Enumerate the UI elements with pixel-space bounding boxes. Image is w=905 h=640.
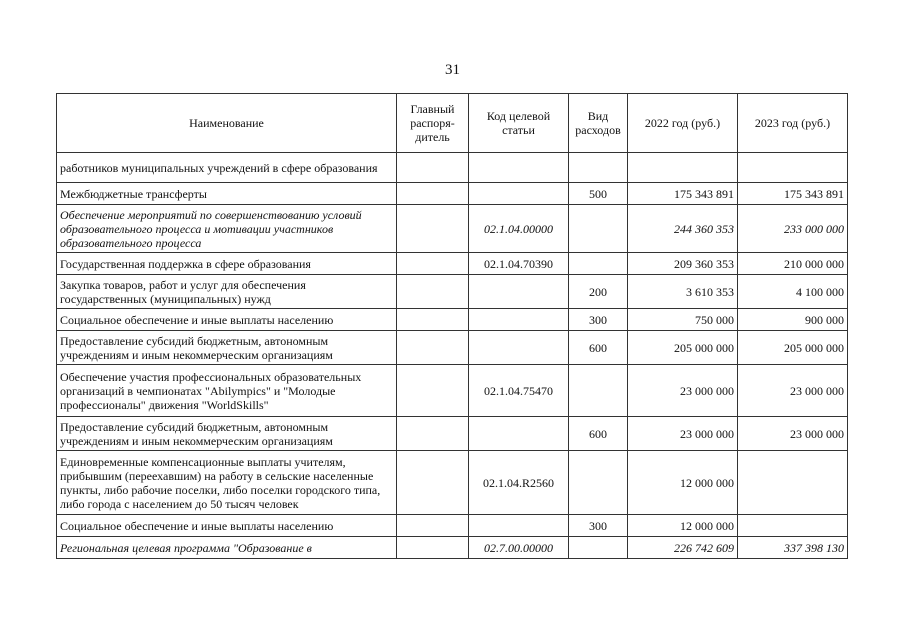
cell-name: Государственная поддержка в сфере образования — [57, 253, 397, 275]
cell-type — [569, 205, 628, 253]
table-header-row — [57, 94, 848, 153]
cell-y2023: 210 000 000 — [738, 253, 848, 275]
cell-y2023: 23 000 000 — [738, 365, 848, 417]
cell-manager — [397, 515, 469, 537]
cell-y2022: 23 000 000 — [628, 417, 738, 451]
cell-name: Предоставление субсидий бюджетным, автономным учреждениям и иным некоммерческим организациям — [57, 417, 397, 451]
cell-manager — [397, 417, 469, 451]
cell-type: 300 — [569, 515, 628, 537]
table-row — [57, 205, 848, 253]
cell-y2022: 205 000 000 — [628, 331, 738, 365]
table-row — [57, 331, 848, 365]
table-row — [57, 515, 848, 537]
cell-name: Межбюджетные трансферты — [57, 183, 397, 205]
cell-type: 600 — [569, 417, 628, 451]
cell-y2022: 226 742 609 — [628, 537, 738, 559]
cell-name: Закупка товаров, работ и услуг для обеспечения государственных (муниципальных) нужд — [57, 275, 397, 309]
cell-manager — [397, 275, 469, 309]
cell-code: 02.1.04.70390 — [469, 253, 569, 275]
cell-y2022: 3 610 353 — [628, 275, 738, 309]
cell-code — [469, 183, 569, 205]
cell-name: работников муниципальных учреждений в сфере образования — [57, 153, 397, 183]
table-row — [57, 537, 848, 559]
cell-y2023: 4 100 000 — [738, 275, 848, 309]
cell-manager — [397, 153, 469, 183]
table-row — [57, 183, 848, 205]
cell-code — [469, 515, 569, 537]
table-row — [57, 365, 848, 417]
cell-manager — [397, 365, 469, 417]
cell-manager — [397, 253, 469, 275]
cell-y2022: 175 343 891 — [628, 183, 738, 205]
cell-manager — [397, 183, 469, 205]
cell-name: Социальное обеспечение и иные выплаты населению — [57, 515, 397, 537]
cell-type: 200 — [569, 275, 628, 309]
cell-manager — [397, 537, 469, 559]
cell-type — [569, 253, 628, 275]
cell-code — [469, 331, 569, 365]
cell-name: Обеспечение мероприятий по совершенствованию условий образовательного процесса и мотивации участников образовательного процесса — [57, 205, 397, 253]
cell-y2023 — [738, 451, 848, 515]
header-type: Вид расходов — [569, 94, 628, 153]
cell-y2022: 244 360 353 — [628, 205, 738, 253]
header-name: Наименование — [57, 94, 397, 153]
cell-type — [569, 537, 628, 559]
header-2022: 2022 год (руб.) — [628, 94, 738, 153]
page-number: 31 — [445, 62, 460, 78]
cell-name: Единовременные компенсационные выплаты учителям, прибывшим (переехавшим) на работу в сельские населенные пункты, либо рабочие поселки, либо поселки городского типа, либо города с населением до 50 тысяч человек — [57, 451, 397, 515]
cell-type — [569, 153, 628, 183]
budget-table — [56, 93, 848, 559]
cell-type — [569, 451, 628, 515]
cell-y2022 — [628, 153, 738, 183]
cell-type: 600 — [569, 331, 628, 365]
header-manager: Главный распоря-дитель — [397, 94, 469, 153]
cell-y2023: 175 343 891 — [738, 183, 848, 205]
cell-manager — [397, 309, 469, 331]
cell-type: 500 — [569, 183, 628, 205]
cell-code — [469, 309, 569, 331]
cell-y2023: 205 000 000 — [738, 331, 848, 365]
cell-type — [569, 365, 628, 417]
cell-code — [469, 417, 569, 451]
cell-y2023 — [738, 515, 848, 537]
cell-code: 02.1.04.R2560 — [469, 451, 569, 515]
header-code: Код целевой статьи — [469, 94, 569, 153]
cell-y2022: 750 000 — [628, 309, 738, 331]
cell-code: 02.1.04.75470 — [469, 365, 569, 417]
cell-name: Обеспечение участия профессиональных образовательных организаций в чемпионатах "Abilympics" и "Молодые профессионалы" движения "WorldSkills" — [57, 365, 397, 417]
header-2023: 2023 год (руб.) — [738, 94, 848, 153]
cell-name: Региональная целевая программа "Образование в — [57, 537, 397, 559]
cell-y2022: 209 360 353 — [628, 253, 738, 275]
cell-code — [469, 153, 569, 183]
cell-y2023: 23 000 000 — [738, 417, 848, 451]
cell-y2023: 233 000 000 — [738, 205, 848, 253]
cell-code: 02.1.04.00000 — [469, 205, 569, 253]
table-row — [57, 451, 848, 515]
cell-code — [469, 275, 569, 309]
cell-manager — [397, 205, 469, 253]
cell-manager — [397, 331, 469, 365]
cell-y2023: 337 398 130 — [738, 537, 848, 559]
cell-code: 02.7.00.00000 — [469, 537, 569, 559]
cell-y2023: 900 000 — [738, 309, 848, 331]
cell-name: Социальное обеспечение и иные выплаты населению — [57, 309, 397, 331]
cell-name: Предоставление субсидий бюджетным, автономным учреждениям и иным некоммерческим организациям — [57, 331, 397, 365]
cell-y2023 — [738, 153, 848, 183]
cell-manager — [397, 451, 469, 515]
table-row — [57, 275, 848, 309]
cell-type: 300 — [569, 309, 628, 331]
cell-y2022: 12 000 000 — [628, 515, 738, 537]
cell-y2022: 12 000 000 — [628, 451, 738, 515]
table-row — [57, 153, 848, 183]
table-row — [57, 253, 848, 275]
table-row — [57, 417, 848, 451]
cell-y2022: 23 000 000 — [628, 365, 738, 417]
table-row — [57, 309, 848, 331]
